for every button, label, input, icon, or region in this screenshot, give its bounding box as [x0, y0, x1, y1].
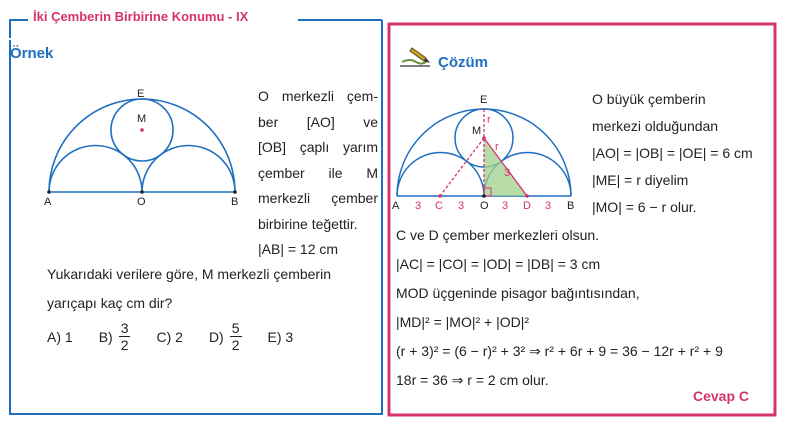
answer-badge: Cevap C	[693, 388, 750, 404]
solution-line: merkezi olduğundan	[592, 118, 719, 134]
desc-line: ber [AO] ve	[258, 113, 378, 130]
solution-line: |AO| = |OB| = |OE| = 6 cm	[592, 145, 753, 161]
page-title: İki Çemberin Birbirine Konumu - IX	[33, 9, 249, 24]
question-line: Yukarıdaki verilere göre, M merkezli çemberin	[47, 266, 331, 282]
option-b[interactable]	[99, 320, 131, 353]
desc-line: O merkezli çem-	[258, 88, 378, 104]
solution-step: MOD üçgeninde pisagor bağıntısından,	[396, 285, 640, 301]
denominator: 2	[120, 337, 129, 353]
desc-given: |AB| = 12 cm	[258, 241, 339, 257]
sol-seg-1: 3	[415, 200, 422, 212]
solution-figure	[392, 90, 592, 215]
option-a[interactable]	[47, 329, 73, 345]
question-text	[47, 260, 377, 318]
desc-line: merkezli çember	[258, 190, 378, 206]
numerator: 3	[120, 320, 129, 336]
example-label: Örnek	[10, 45, 54, 62]
sol-label-r1: r	[487, 114, 491, 126]
sol-label-b: B	[567, 200, 575, 212]
fig-label-e: E	[137, 88, 145, 100]
sol-seg-4: 3	[545, 200, 552, 212]
desc-line: çember ile M	[258, 164, 378, 181]
denominator: 2	[231, 337, 240, 353]
sol-label-c: C	[435, 200, 443, 212]
option-label: D)	[208, 328, 224, 345]
option-e[interactable]	[268, 329, 294, 345]
sol-label-e: E	[480, 94, 488, 106]
solution-line: |ME| = r diyelim	[592, 172, 689, 188]
option-label: C) 2	[156, 328, 183, 345]
solution-step: |MD|² = |MO|² + |OD|²	[396, 314, 530, 330]
solution-step: C ve D çember merkezleri olsun.	[396, 227, 600, 243]
solution-side-text	[592, 86, 753, 221]
fig-label-o: O	[137, 196, 146, 208]
option-d[interactable]	[209, 320, 242, 353]
example-description	[258, 84, 378, 263]
pencil-writing-icon	[398, 44, 434, 70]
sol-seg-3: 3	[502, 200, 509, 212]
fig-label-b: B	[231, 196, 239, 208]
sol-label-d: D	[523, 200, 531, 212]
solution-line: |MO| = 6 − r olur.	[592, 199, 697, 215]
solution-step: 18r = 36 ⇒ r = 2 cm olur.	[396, 372, 549, 388]
example-figure	[0, 82, 250, 212]
option-label: A) 1	[47, 328, 73, 345]
desc-line: [OB] çaplı yarım	[258, 139, 378, 155]
solution-step: |AC| = |CO| = |OD| = |DB| = 3 cm	[396, 256, 601, 272]
fig-label-a: A	[44, 196, 52, 208]
answer-options	[47, 320, 319, 353]
solution-step: (r + 3)² = (6 − r)² + 3² ⇒ r² + 6r + 9 = 36 − 12r + r² + 9	[396, 343, 723, 359]
option-label: E) 3	[267, 328, 294, 345]
sol-label-r2: r	[495, 141, 499, 153]
sol-label-o: O	[480, 200, 489, 212]
sol-label-a: A	[392, 200, 400, 212]
solution-label: Çözüm	[438, 54, 488, 71]
sol-label-three: 3	[504, 167, 511, 179]
option-label: B)	[98, 328, 113, 345]
fraction	[230, 320, 242, 353]
solution-line: O büyük çemberin	[592, 91, 706, 107]
option-c[interactable]	[156, 329, 182, 345]
fig-label-m: M	[137, 113, 147, 125]
sol-label-m: M	[472, 125, 482, 137]
sol-seg-2: 3	[458, 200, 465, 212]
numerator: 5	[231, 320, 240, 336]
desc-line: birbirine teğettir.	[258, 215, 358, 232]
fraction	[119, 320, 131, 353]
solution-steps	[396, 221, 723, 395]
question-line: yarıçapı kaç cm dir?	[47, 295, 173, 311]
